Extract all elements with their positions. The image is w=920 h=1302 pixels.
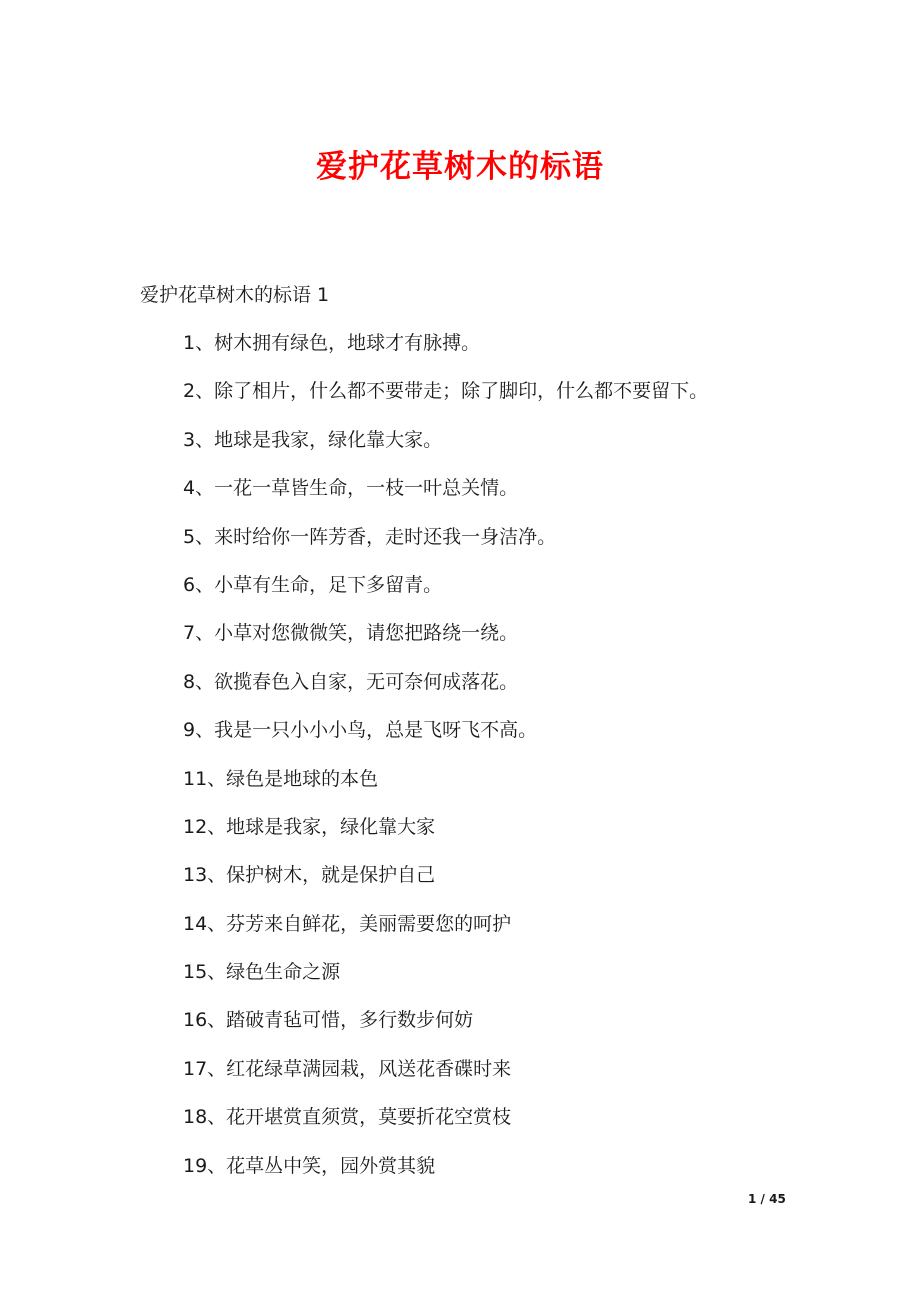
slogan-item: 18、花开堪赏直须赏，莫要折花空赏枝	[183, 1106, 512, 1129]
slogan-item: 16、踏破青毡可惜，多行数步何妨	[183, 1009, 474, 1032]
section-heading: 爱护花草树木的标语 1	[140, 284, 330, 306]
slogan-item: 19、花草丛中笑，园外赏其貌	[183, 1154, 436, 1177]
slogan-item: 11、绿色是地球的本色	[183, 767, 379, 790]
slogan-item: 17、红花绿草满园栽，风送花香碟时来	[183, 1057, 512, 1080]
slogan-item: 6、小草有生命，足下多留青。	[183, 573, 443, 596]
slogan-list	[183, 328, 708, 1199]
slogan-item: 3、地球是我家，绿化靠大家。	[183, 428, 443, 451]
slogan-item: 4、一花一草皆生命，一枝一叶总关情。	[183, 477, 519, 500]
slogan-item: 9、我是一只小小小鸟，总是飞呀飞不高。	[183, 719, 538, 742]
document-title: 爱护花草树木的标语	[316, 149, 604, 185]
slogan-item: 14、芬芳来自鲜花，美丽需要您的呵护	[183, 912, 512, 935]
slogan-item: 5、来时给你一阵芳香，走时还我一身洁净。	[183, 525, 557, 548]
page-number: 1 / 45	[748, 1192, 786, 1206]
slogan-item: 8、欲揽春色入自家，无可奈何成落花。	[183, 670, 519, 693]
slogan-item: 7、小草对您微微笑，请您把路绕一绕。	[183, 622, 519, 645]
slogan-item: 1、树木拥有绿色，地球才有脉搏。	[183, 332, 481, 354]
slogan-item: 15、绿色生命之源	[183, 961, 341, 984]
slogan-item: 12、地球是我家，绿化靠大家	[183, 815, 436, 838]
slogan-item: 13、保护树木，就是保护自己	[183, 864, 436, 887]
slogan-item: 2、除了相片，什么都不要带走；除了脚印，什么都不要留下。	[183, 380, 709, 403]
